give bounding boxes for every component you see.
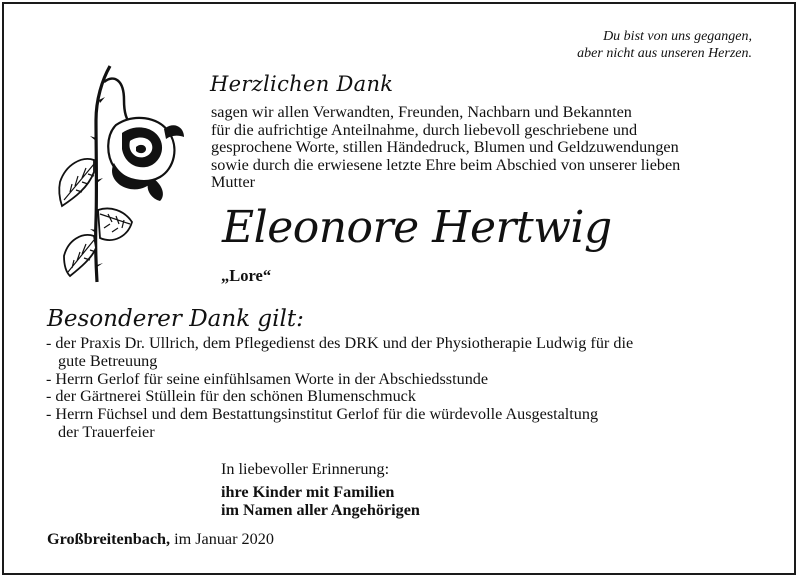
intro-line: Mutter [211,173,256,192]
deceased-name: Eleonore Hertwig [222,202,612,253]
intro-line: gesprochene Worte, stillen Händedruck, Blumen und Geldzuwendungen [211,138,679,157]
intro-line: sowie durch die erwiesene letzte Ehre beim Abschied von unserer lieben [211,155,681,174]
thanks-item: - der Praxis Dr. Ullrich, dem Pflegedienst des DRK und der Physiotherapie Ludwig für die [46,334,634,352]
heading-thanks: Herzlichen Dank [210,72,394,96]
wilted-rose-icon [52,60,202,285]
thanks-item: - Herrn Füchsel und dem Bestattungsinstitut Gerlof für die würdevolle Ausgestaltung [46,405,599,424]
signers [221,483,420,519]
memory-line: In liebevoller Erinnerung: [221,460,390,478]
thanks-item: - der Gärtnerei Stüllein für den schönen Blumenschmuck [46,387,416,406]
signer-line: im Namen aller Angehörigen [221,501,420,519]
signer-line: ihre Kinder mit Familien [221,483,395,501]
deceased-nickname: „Lore“ [221,266,272,285]
intro-text [211,104,680,192]
memorial-quote [0,28,752,62]
special-thanks-heading: Besonderer Dank gilt: [47,306,304,332]
special-thanks-list [46,335,766,442]
thanks-item-continuation: gute Betreuung [58,351,158,370]
quote-line-1: Du bist von uns gegangen, [603,29,752,44]
thanks-item-continuation: der Trauerfeier [58,422,155,441]
quote-line-2: aber nicht aus unseren Herzen. [577,46,752,61]
place-date [47,530,274,549]
intro-line: sagen wir allen Verwandten, Freunden, Nachbarn und Bekannten [211,103,632,121]
thanks-item: - Herrn Gerlof für seine einfühlsamen Worte in der Abschiedsstunde [46,369,489,388]
town: Großbreitenbach, [47,530,171,548]
date: im Januar 2020 [174,530,274,548]
intro-line: für die aufrichtige Anteilnahme, durch liebevoll geschriebene und [211,120,638,139]
